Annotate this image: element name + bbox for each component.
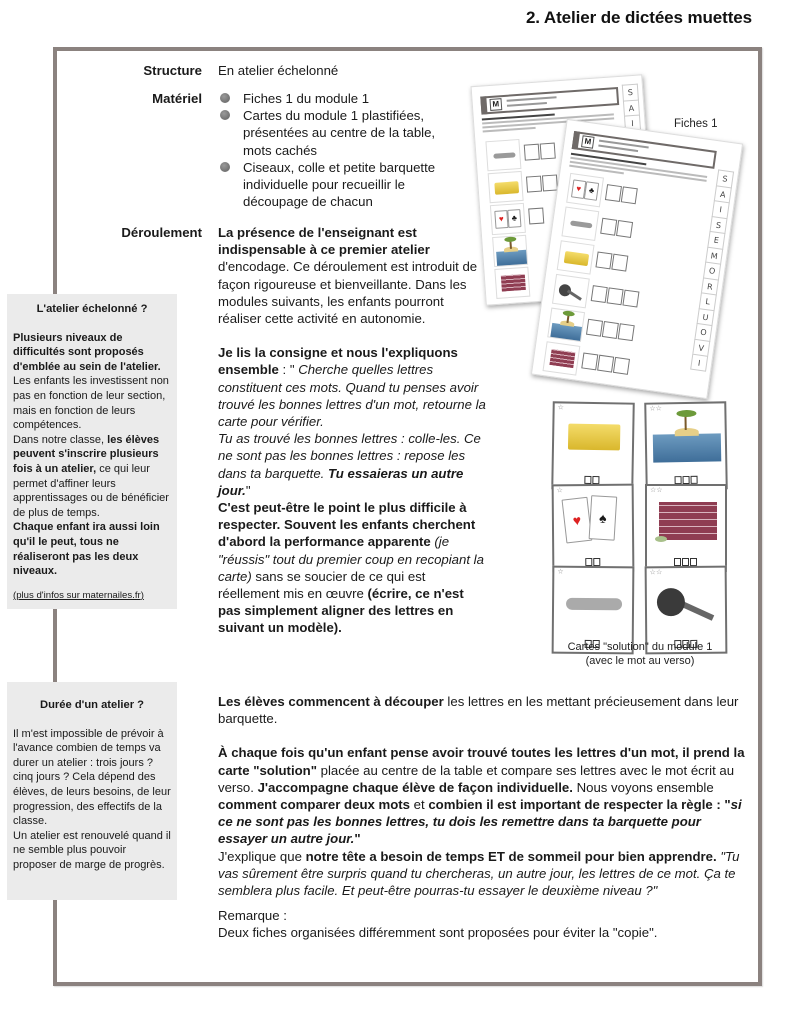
sidebox-body: Il m'est impossible de prévoir à l'avance combien de temps va durer un atelier : trois jours ? cinq jours ? Cela dépend des élèves, de leurs besoins, de leur progression, des effectifs de la classe. Un atelier est renouvelé quand il ne semble plus pouvoir proposer de marge de progrès.	[13, 727, 171, 871]
paragraph-intro: La présence de l'enseignant est indispensable à ce premier atelier d'encodage. Ce déroulement est introduit de façon rigoureuse et bienveillante. Dans les modules suivants, les enfants pourront réaliser cette activité en autonomie.	[218, 225, 478, 327]
materiel-item: Cartes du module 1 plastifiées, présentées au centre de la table, mots cachés	[217, 107, 462, 159]
sidebox-atelier-echelonne: L'atelier échelonné ? Plusieurs niveaux de difficultés sont proposés d'emblée au sein de l'atelier. Les enfants les investissent non pas en fonction de leur section, mais en fonction de leurs compétences. Dans notre classe, les élèves peuvent s'inscrire plusieurs fois à un atelier, ce qui leur permet d'affiner leurs apprentissages ou de bénéficier de plus de temps. Chaque enfant ira aussi loin qu'il le peut, tous ne réaliseront pas les deux niveaux. (plus d'infos sur maternailes.fr)	[7, 294, 177, 609]
deroulement-text-column	[218, 224, 490, 637]
paragraph-decouper: Les élèves commencent à découper les lettres en les mettant précieusement dans leur barquette.	[218, 694, 739, 727]
bullet-icon	[220, 110, 230, 120]
solution-card-wall: ☆☆	[645, 484, 727, 572]
bullet-icon	[220, 93, 230, 103]
paragraph-sommeil: J'explique que notre tête a besoin de temps ET de sommeil pour bien apprendre. "Tu vas sûrement être surpris quand tu chercheras, un autre jour, les lettres de ce mot. Ça te semblera plus facile. Et peut-être pourras-tu essayer le deuxième niveau ?"	[218, 848, 740, 899]
materiel-label: Matériel	[152, 91, 202, 106]
fiches-caption: Fiches 1	[674, 118, 718, 130]
materiel-list	[217, 90, 462, 210]
sidebox-title: L'atelier échelonné ?	[36, 303, 148, 315]
bullet-icon	[220, 162, 230, 172]
page-title: 2. Atelier de dictées muettes	[525, 8, 752, 27]
solution-card-bone: ☆	[552, 566, 635, 655]
paragraph-solution: À chaque fois qu'un enfant pense avoir trouvé toutes les lettres d'un mot, il prend la carte "solution" placée au centre de la table et compare ses lettres avec le mot écrit au verso. J'accompagne chaque élève de façon individuelle. Nous voyons ensemble comment comparer deux mots et combien il est important de respecter la règle : "si ce ne sont pas les bonnes lettres, tu dois les remettre dans ta barquette pour essayer un autre jour."	[218, 745, 745, 847]
sidebox-title: Durée d'un atelier ?	[40, 699, 144, 711]
paragraph-difficulty: C'est peut-être le point le plus difficile à respecter. Souvent les enfants cherchent d'abord la performance apparente (je "réussis" tout du premier coup en recopiant la carte) sans se soucier de ce qui est réellement mis en œuvre (écrire, ce n'est pas simplement aligner des lettres en suivant un modèle).	[218, 500, 484, 636]
materiel-item: Ciseaux, colle et petite barquette individuelle pour recueillir le découpage de chacun	[217, 159, 462, 211]
worksheet-back-image: M ♥ ♣ S A I	[471, 74, 658, 305]
sidebox-duree-atelier	[7, 682, 177, 900]
deroulement-label: Déroulement	[121, 225, 202, 240]
paragraph-consigne: Je lis la consigne et nous l'expliquons ensemble : " Cherche quelles lettres constituent ces mots. Quand tu penses avoir trouvé les bonnes lettres d'un mot, retourne la carte pour vérifier. Tu as trouvé les bonnes lettres : colle-les. Ce ne sont pas les bonnes lettres : repose les dans ta barquette. Tu essaieras un autre jour."	[218, 345, 486, 498]
solution-card-gold: ☆	[551, 401, 635, 490]
materiel-item: Fiches 1 du module 1	[217, 90, 462, 107]
worksheet-front-image: M ♥ ♣ S A I S E M O R L U O V I	[531, 119, 743, 399]
remark-text: Deux fiches organisées différemment sont proposées pour éviter la "copie".	[218, 925, 658, 941]
remark-label: Remarque :	[218, 908, 287, 924]
solution-card-island: ☆☆	[644, 401, 728, 490]
sidebox-body: Plusieurs niveaux de difficultés sont proposés d'emblée au sein de l'atelier. Les enfants les investissent non pas en fonction de leur section, mais en fonction de leurs compétences. Dans notre classe, les élèves peuvent s'inscrire plusieurs fois à un atelier, ce qui leur permet d'affiner leurs apprentissages ou de bénéficier de plus de temps. Chaque enfant ira aussi loin qu'il le peut, tous ne réaliseront pas les deux niveaux.	[13, 331, 169, 578]
structure-label: Structure	[143, 63, 202, 78]
solution-card-nail: ☆☆	[645, 566, 728, 655]
solution-card-aces: ☆ ♥ ♠	[552, 484, 635, 573]
deroulement-text-wide	[218, 693, 753, 942]
maternailes-link[interactable]: plus d'infos sur maternailes.fr	[16, 589, 141, 601]
structure-value: En atelier échelonné	[218, 63, 339, 78]
solution-cards-caption: Cartes "solution" du module 1 (avec le mot au verso)	[567, 641, 713, 667]
